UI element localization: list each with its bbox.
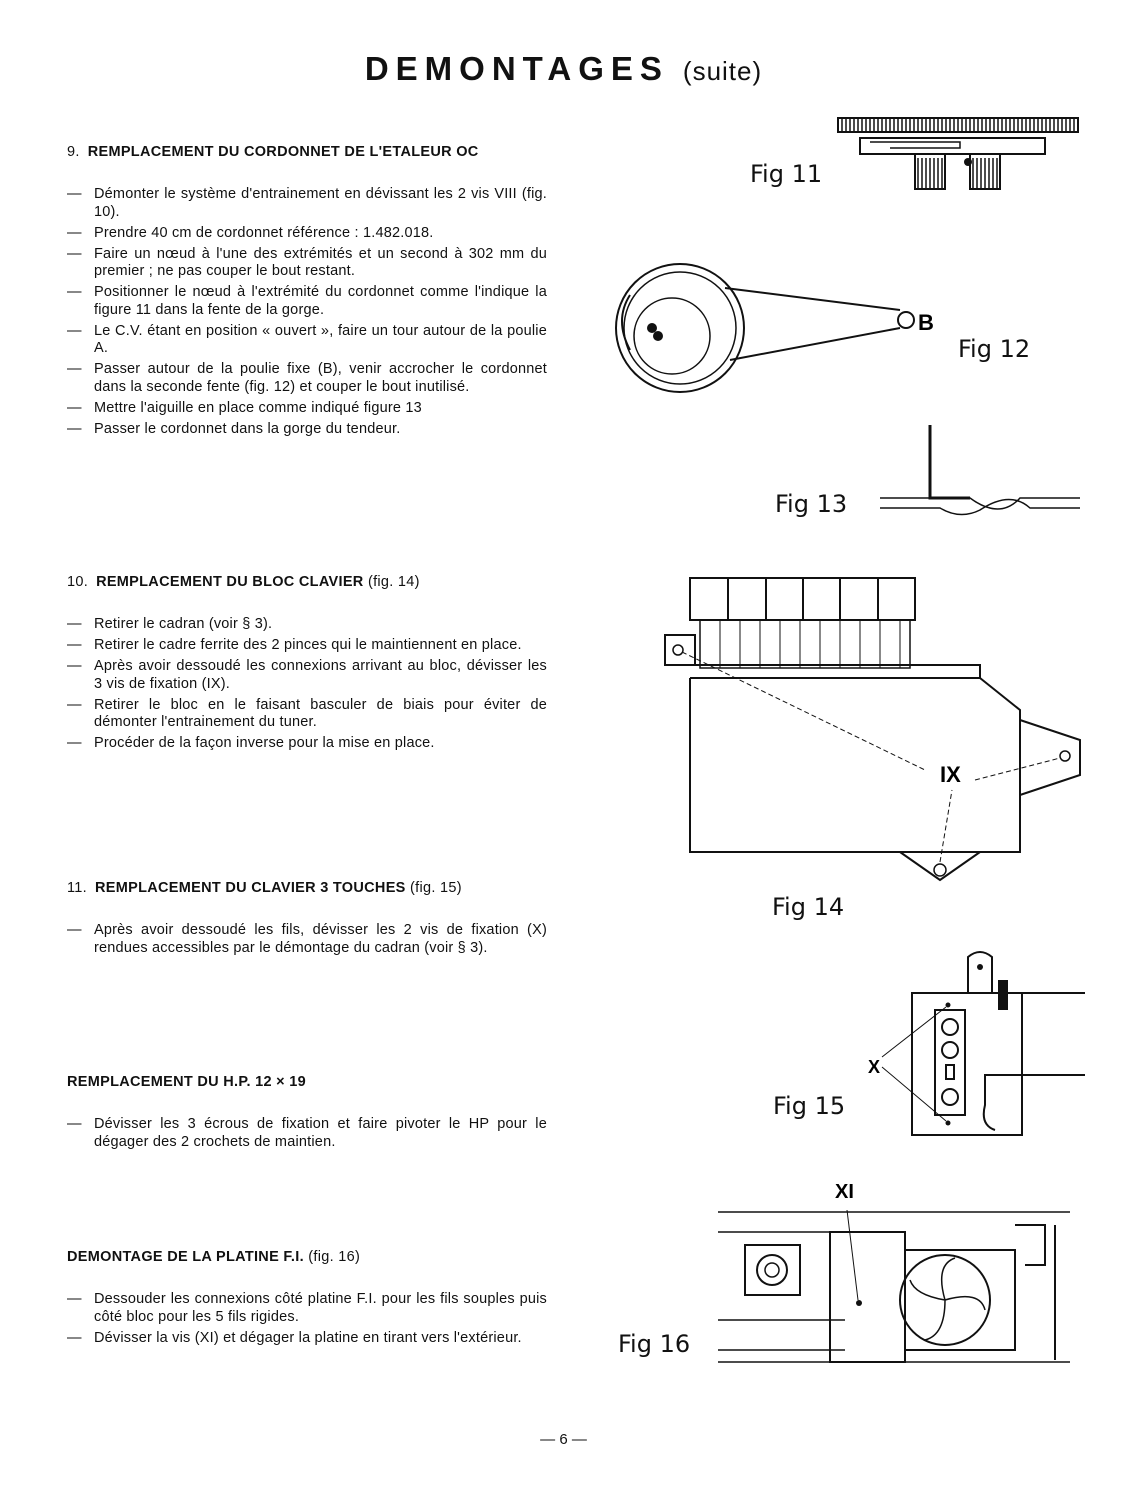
figure-11-label: Fig 11 xyxy=(750,160,823,188)
section-heading xyxy=(67,574,547,590)
figure-14-drawing xyxy=(660,570,1090,890)
section-heading xyxy=(67,1074,547,1090)
list-item: — Le C.V. étant en position « ouvert », faire un tour autour de la poulie A. xyxy=(67,323,547,358)
screw-xi-label: XI xyxy=(835,1181,854,1203)
list-item: — Après avoir dessoudé les fils, dévisser les 2 vis de fixation (X) rendues accessibles par le démontage du cadran (voir § 3). xyxy=(67,922,547,957)
list-item: — Passer le cordonnet dans la gorge du tendeur. xyxy=(67,421,547,439)
figure-15-drawing xyxy=(860,945,1090,1145)
figure-12-drawing xyxy=(600,260,950,400)
figure-ref: (fig. 15) xyxy=(410,880,462,896)
figure-16-label: Fig 16 xyxy=(618,1330,691,1358)
section-9 xyxy=(67,144,547,442)
figure-12-label: Fig 12 xyxy=(958,335,1031,363)
section-heading xyxy=(67,144,547,160)
section-10 xyxy=(67,574,547,756)
heading-text: REMPLACEMENT DU BLOC CLAVIER xyxy=(96,574,364,590)
section-number: 9. xyxy=(67,144,80,160)
list-item: — Retirer le cadran (voir § 3). xyxy=(67,616,547,634)
figure-13-drawing xyxy=(870,420,1085,530)
heading-text: DEMONTAGE DE LA PLATINE F.I. xyxy=(67,1249,304,1265)
list-item: — Dévisser la vis (XI) et dégager la platine en tirant vers l'extérieur. xyxy=(67,1330,547,1348)
pulley-b-label: B xyxy=(918,310,934,335)
figure-13-label: Fig 13 xyxy=(775,490,848,518)
section-heading xyxy=(67,880,547,896)
figure-ref: (fig. 16) xyxy=(308,1249,361,1265)
figure-16-drawing xyxy=(715,1170,1080,1395)
screw-x-label: X xyxy=(868,1057,881,1077)
list-item: — Procéder de la façon inverse pour la mise en place. xyxy=(67,735,547,753)
heading-text: REMPLACEMENT DU CLAVIER 3 TOUCHES xyxy=(94,880,406,896)
section-heading xyxy=(67,1249,547,1265)
list-item: — Retirer le cadre ferrite des 2 pinces qui le maintiennent en place. xyxy=(67,637,547,655)
list-item: — Faire un nœud à l'une des extrémités et un second à 302 mm du premier ; ne pas couper le bout restant. xyxy=(67,246,547,281)
list-item: — Prendre 40 cm de cordonnet référence : 1.482.018. xyxy=(67,225,547,243)
heading-text: REMPLACEMENT DU H.P. 12 × 19 xyxy=(67,1074,306,1090)
screw-ix-label: IX xyxy=(940,762,961,787)
list-item: — Après avoir dessoudé les connexions arrivant au bloc, dévisser les 3 vis de fixation (IX). xyxy=(67,658,547,693)
list-item: — Dessouder les connexions côté platine F.I. pour les fils souples puis côté bloc pour les 5 fils rigides. xyxy=(67,1291,547,1326)
section-number: 10. xyxy=(67,574,89,590)
list-item: — Mettre l'aiguille en place comme indiqué figure 13 xyxy=(67,400,547,418)
section-platine xyxy=(67,1249,547,1351)
figure-15-label: Fig 15 xyxy=(773,1092,846,1120)
title-main: DEMONTAGES xyxy=(364,50,669,87)
list-item: — Démonter le système d'entrainement en dévissant les 2 vis VIII (fig. 10). xyxy=(67,186,547,221)
figure-11-drawing xyxy=(830,110,1080,195)
figure-14-label: Fig 14 xyxy=(772,893,845,921)
list-item: — Positionner le nœud à l'extrémité du cordonnet comme l'indique la figure 11 dans la fente de la gorge. xyxy=(67,284,547,319)
figure-ref: (fig. 14) xyxy=(367,574,420,590)
section-hp xyxy=(67,1074,547,1155)
list-item: — Retirer le bloc en le faisant basculer de biais pour éviter de démonter l'entrainement du tuner. xyxy=(67,697,547,732)
page-number: — 6 — xyxy=(540,1431,587,1448)
section-number: 11. xyxy=(67,880,87,896)
heading-text: REMPLACEMENT DU CORDONNET DE L'ETALEUR OC xyxy=(87,144,479,160)
title-suffix: (suite) xyxy=(682,56,763,86)
list-item: — Dévisser les 3 écrous de fixation et faire pivoter le HP pour le dégager des 2 crochets de maintien. xyxy=(67,1116,547,1151)
page-title xyxy=(0,50,1127,88)
section-11 xyxy=(67,880,547,961)
list-item: — Passer autour de la poulie fixe (B), venir accrocher le cordonnet dans la seconde fente (fig. 12) et couper le bout inutilisé. xyxy=(67,361,547,396)
